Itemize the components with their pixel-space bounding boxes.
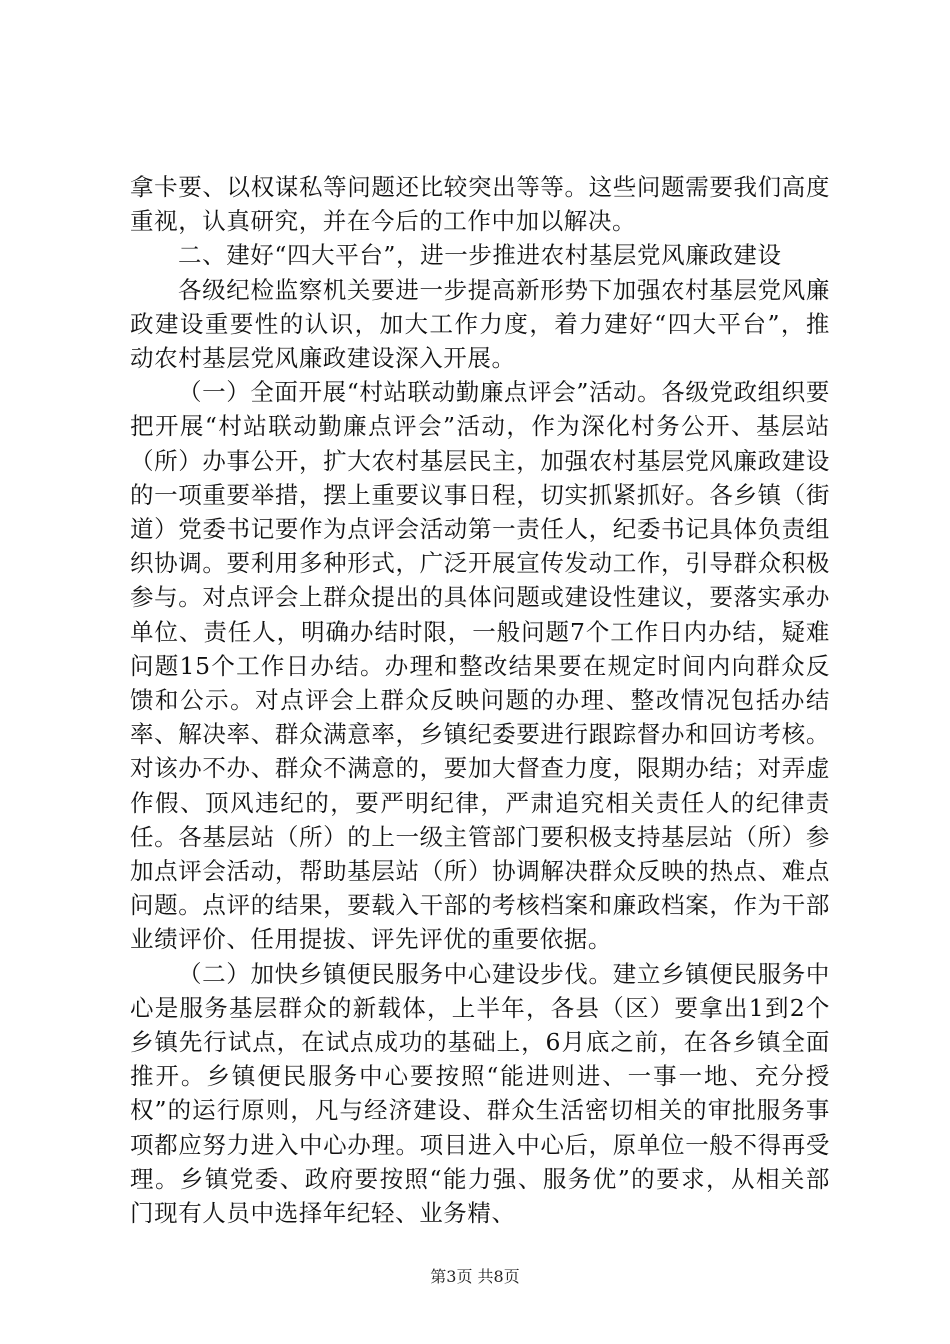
paragraph-item-1: （一）全面开展“村站联动勤廉点评会”活动。各级党政组织要把开展“村站联动勤廉点评会”活动，作为深化村务公开、基层站（所）办事公开，扩大农村基层民主，加强农村基层党风廉政建设的一项重要举措，摆上重要议事日程，切实抓紧抓好。各乡镇（街道）党委书记要作为点评会活动第一责任人，纪委书记具体负责组织协调。要利用多种形式，广泛开展宣传发动工作，引导群众积极参与。对点评会上群众提出的具体问题或建设性建议，要落实承办单位、责任人，明确办结时限，一般问题7个工作日内办结，疑难问题15个工作日办结。办理和整改结果要在规定时间内向群众反馈和公示。对点评会上群众反映问题的办理、整改情况包括办结率、解决率、群众满意率，乡镇纪委要进行跟踪督办和回访考核。对该办不办、群众不满意的，要加大督查力度，限期办结；对弄虚作假、顶风违纪的，要严明纪律，严肃追究相关责任人的纪律责任。各基层站（所）的上一级主管部门要积极支持基层站（所）参加点评会活动，帮助基层站（所）协调解决群众反映的热点、难点问题。点评的结果，要载入干部的考核档案和廉政档案，作为干部业绩评价、任用提拔、评先评优的重要依据。	[130, 378, 830, 954]
section-heading: 二、建好“四大平台”，进一步推进农村基层党风廉政建设	[178, 241, 782, 270]
document-body	[130, 170, 830, 1230]
paragraph-continuation: 拿卡要、以权谋私等问题还比较突出等等。这些问题需要我们高度重视，认真研究，并在今后的工作中加以解决。	[130, 173, 830, 236]
paragraph-item-2: （二）加快乡镇便民服务中心建设步伐。建立乡镇便民服务中心是服务基层群众的新载体，上半年，各县（区）要拿出1到2个乡镇先行试点，在试点成功的基础上，6月底之前，在各乡镇全面推开。乡镇便民服务中心要按照“能进则进、一事一地、充分授权”的运行原则，凡与经济建设、群众生活密切相关的审批服务事项都应努力进入中心办理。项目进入中心后，原单位一般不得再受理。乡镇党委、政府要按照“能力强、服务优”的要求，从相关部门现有人员中选择年纪轻、业务精、	[130, 959, 830, 1228]
paragraph-intro: 各级纪检监察机关要进一步提高新形势下加强农村基层党风廉政建设重要性的认识，加大工作力度，着力建好“四大平台”，推动农村基层党风廉政建设深入开展。	[130, 275, 830, 373]
page-number-footer: 第3页 共8页	[430, 1267, 520, 1286]
